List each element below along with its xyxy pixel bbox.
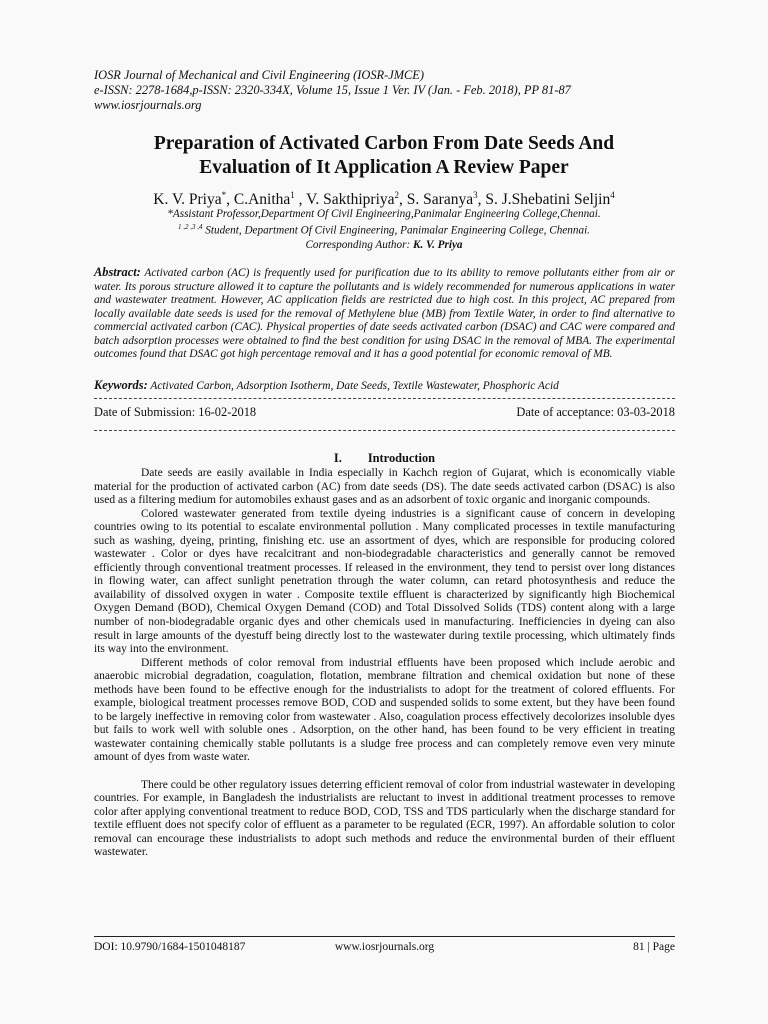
- submission-date: Date of Submission: 16-02-2018: [94, 405, 257, 419]
- divider-bottom: [94, 430, 675, 431]
- page-number: 81 | Page: [633, 941, 675, 953]
- corresponding-label: Corresponding Author:: [305, 238, 413, 251]
- author-separator: ,: [226, 191, 234, 209]
- dates-row: [94, 405, 675, 420]
- abstract-text: Activated carbon (AC) is frequently used for purification due to its ability to remove pollutants either from air or water. Its porous structure allowed it to capture the pollutants and is widely recommended for numerous applications in water and wastewater treatment. However, AC application fields are restricted due to high cost. In this project, AC prepared from locally available date seeds is used for the removal of Methylene blue (MB) from Textile Water, in order to find alternative to commercial activated carbon (CAC). Physical properties of date seeds activated carbon (DSAC) and CAC were compared and batch adsorption processes were obtained to find the best condition for using DSAC in the removal of MBA. The experimental outcomes found that DSAC got high percentage removal and it has a good potential for economic removal of MB.: [94, 267, 675, 360]
- corresponding-name: K. V. Priya: [413, 238, 463, 251]
- journal-site[interactable]: www.iosrjournals.org: [94, 98, 202, 112]
- author-separator: ,: [477, 191, 486, 209]
- acceptance-date: Date of acceptance: 03-03-2018: [516, 405, 675, 419]
- abstract: [94, 266, 675, 362]
- paragraph: Different methods of color removal from industrial effluents have been proposed which include aerobic and anaerobic microbial degradation, coagulation, flotation, membrane filtration and chemical oxidation but none of these methods have been found to be effective enough for the industrialists to adopt for the treatment of colored effluents. For example, biological treatment processes remove BOD, COD and suspended solids to some extent, but they have been found to be largely ineffective in removing color from wastewater . Also, coagulation process effectively decolorizes insoluble dyes but fails to work well with soluble ones . Adsorption, on the other hand, has been found to be very efficient in treating wastewater containing chemically stable pollutants is a sludge free process and can completely remove even very minute amount of dyes from waste water.: [94, 656, 675, 764]
- affiliation-1: *Assistant Professor,Department Of Civil Engineering,Panimalar Engineering College,Chennai.: [167, 208, 601, 220]
- author-name: K. V. Priya: [153, 191, 222, 209]
- footer-site[interactable]: www.iosrjournals.org: [334, 941, 435, 953]
- author-mark: *: [221, 190, 227, 200]
- paragraph: Date seeds are easily available in India especially in Kachch region of Gujarat, which is economically viable material for the production of activated carbon (AC) from date seeds (DS). The date seeds activated carbon (DSAC) is also used as a filtering medium for automobiles exhaust gases and as an adsorbent of toxic organic and inorganic compounds.: [94, 467, 675, 507]
- divider-top: [94, 398, 675, 399]
- section-heading: [94, 451, 675, 466]
- section-title: Introduction: [367, 451, 436, 465]
- keywords: [94, 379, 675, 394]
- author-name: S. J.Shebatini Seljin: [485, 191, 611, 209]
- journal-issn: e-ISSN: 2278-1684,p-ISSN: 2320-334X, Volume 15, Issue 1 Ver. IV (Jan. - Feb. 2018), PP 81-87: [94, 83, 571, 97]
- section-number: I.: [333, 451, 342, 465]
- title-line-2: Evaluation of It Application A Review Paper: [199, 157, 569, 178]
- author-mark: 2: [394, 190, 400, 200]
- journal-header: [94, 68, 571, 113]
- abstract-label: Abstract:: [94, 265, 141, 279]
- author-separator: ,: [399, 191, 407, 209]
- footer-doi[interactable]: DOI: 10.9790/1684-1501048187: [94, 941, 246, 953]
- author-mark: 1: [290, 190, 295, 200]
- affiliation-2-text: Student, Department Of Civil Engineering, Panimalar Engineering College, Chennai.: [202, 225, 590, 238]
- keywords-label: Keywords:: [94, 378, 148, 392]
- author-name: C.Anitha: [233, 191, 291, 209]
- corresponding-author: [60, 239, 708, 252]
- paragraph: Colored wastewater generated from textile dyeing industries is a significant cause of concern in developing countries owing to its potential to escalate environmental pollution . Many complicated processes in textile manufacturing such as washing, dyeing, printing, finishing etc. use an assortment of dyes, which are responsible for producing colored wastewater . Color or dyes have recalcitrant and non-biodegradable characteristics and generally cannot be removed efficiently through conventional treatment processes. If released in the environment, they tend to persist over long distances in flowing water, can affect sunlight penetration through the water column, can retard photosynthesis and reduce the availability of dissolved oxygen in water . Composite textile effluent is characterized by significantly high Biochemical Oxygen Demand (BOD), Chemical Oxygen Demand (COD) and Total Dissolved Solids (TDS) content along with a large number of non-biodegradable organic dyes and other chemicals used in manufacturing. Inefficiencies in dyeing can also result in large amounts of the dyestuff being directly lost to the wastewater during textile processing, which ultimately finds its way into the environment.: [94, 507, 675, 656]
- author-name: V. Sakthipriya: [306, 191, 395, 209]
- author-mark: 4: [610, 190, 615, 200]
- title-line-1: Preparation of Activated Carbon From Date Seeds And: [153, 133, 615, 154]
- paragraph: There could be other regulatory issues deterring efficient removal of color from industrial wastewater in developing countries. For example, in Bangladesh the industrialists are reluctant to invest in additional treatment processes to remove color after applying conventional treatment to reduce BOD, COD, TSS and TDS particularly when the discharge standard for textile effluent does not specify color of effluent as a parameter to be regulated (ECR, 1997). An affordable solution to color removal can encourage these industrialists to adopt such methods and reduce the environmental burden of their effluent wastewater.: [94, 778, 675, 859]
- keywords-text: Activated Carbon, Adsorption Isotherm, Date Seeds, Textile Wastewater, Phosphoric Acid: [150, 380, 559, 392]
- affiliation-2: [60, 221, 708, 238]
- author-name: S. Saranya: [406, 191, 474, 209]
- affiliation-marks: 1 ,2 ,3 ,4: [178, 223, 203, 232]
- journal-name: IOSR Journal of Mechanical and Civil Engineering (IOSR-JMCE): [94, 68, 424, 82]
- footer-rule: [94, 936, 675, 937]
- paper-title: [90, 132, 678, 180]
- affiliations: [60, 208, 708, 252]
- author-mark: 3: [473, 190, 478, 200]
- author-list: [60, 186, 708, 209]
- author-separator: ,: [294, 191, 307, 209]
- introduction-body: [94, 467, 675, 860]
